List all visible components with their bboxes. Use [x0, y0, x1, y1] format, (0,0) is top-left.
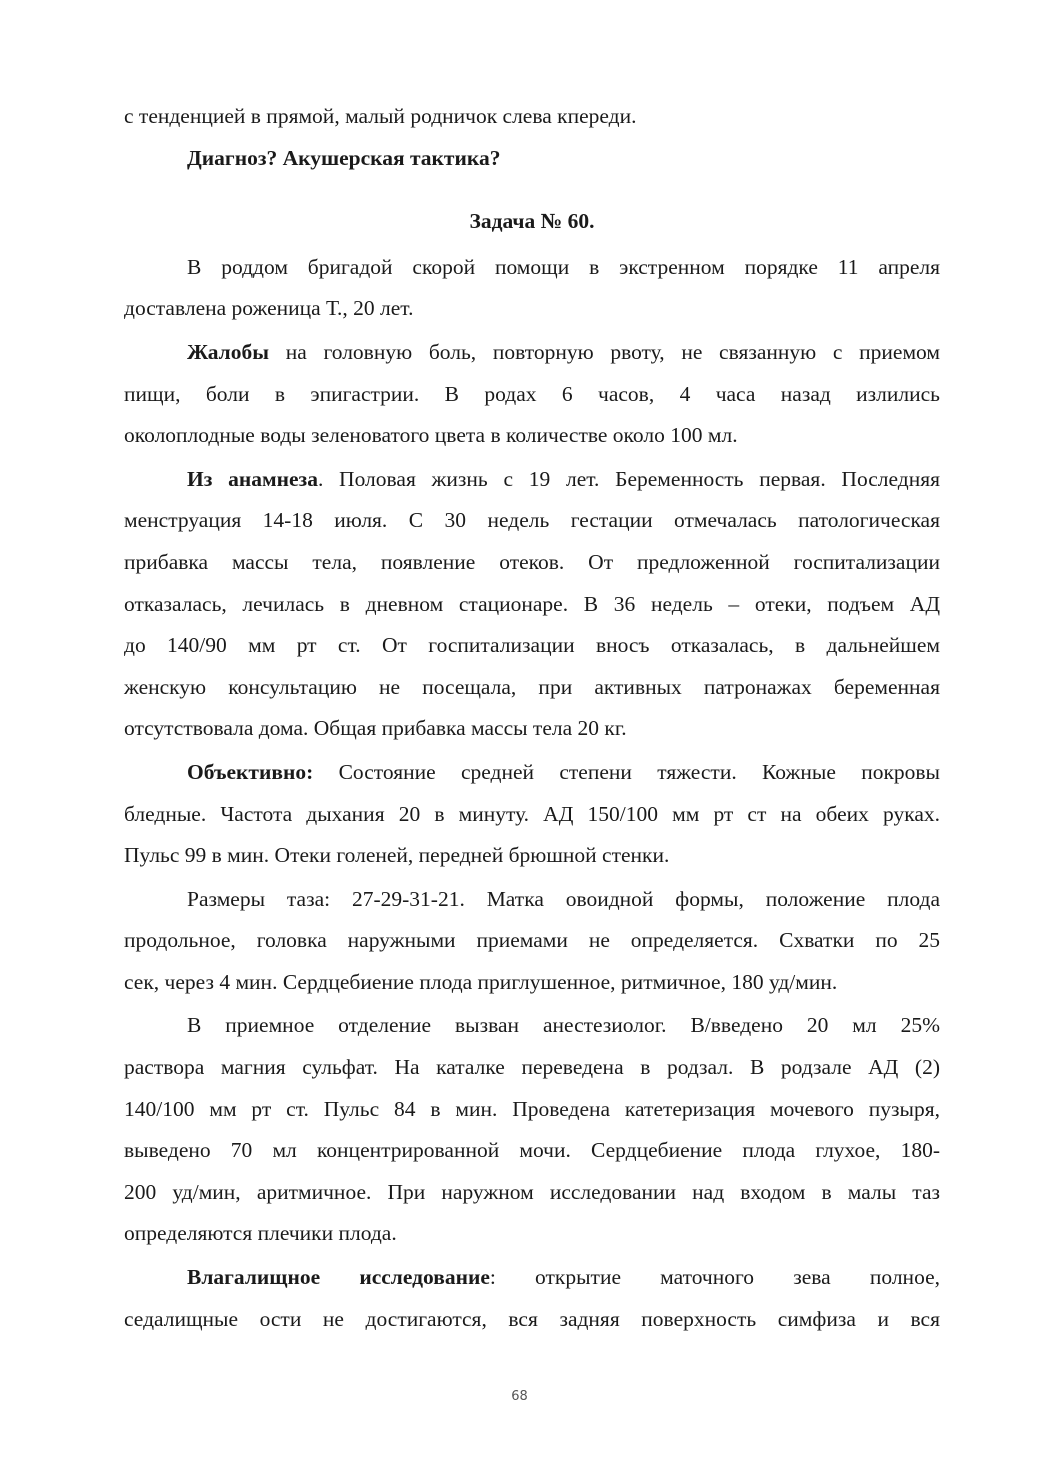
text-span: на головную боль, повторную рвоту, не связанную с приемом — [269, 339, 940, 364]
text-line: отказалась, лечилась в дневном стационаре. В 36 недель – отеки, подъем АД — [124, 591, 940, 616]
question-line: Диагноз? Акушерская тактика? — [187, 145, 501, 170]
text-line: до 140/90 мм рт ст. От госпитализации вносъ отказалась, в дальнейшем — [124, 633, 940, 658]
text-line: доставлена роженица Т., 20 лет. — [124, 296, 414, 321]
text-line: раствора магния сульфат. На каталке переведена в родзал. В родзале АД (2) — [124, 1055, 940, 1080]
text-line: пищи, боли в эпигастрии. В родах 6 часов, 4 часа назад излились — [124, 381, 940, 406]
text-line — [124, 459, 940, 501]
paragraph-complaints — [124, 332, 940, 457]
vaginal-exam-label: Влагалищное исследование — [187, 1265, 490, 1290]
text-line: околоплодные воды зеленоватого цвета в количестве около 100 мл. — [124, 423, 738, 448]
text-line — [124, 752, 940, 794]
anamnesis-label: Из анамнеза — [187, 466, 318, 491]
paragraph-intro — [124, 247, 940, 330]
text-line: выведено 70 мл концентрированной мочи. Сердцебиение плода глухое, 180- — [124, 1138, 940, 1163]
text-line: определяются плечики плода. — [124, 1221, 397, 1246]
text-line: Размеры таза: 27-29-31-21. Матка овоидной формы, положение плода — [187, 886, 940, 911]
text-line — [124, 1257, 940, 1299]
text-line — [124, 332, 940, 374]
document-page — [124, 96, 940, 1340]
text-span: : открытие маточного зева полное, — [489, 1265, 940, 1290]
text-line: сек, через 4 мин. Сердцебиение плода приглушенное, ритмичное, 180 уд/мин. — [124, 969, 838, 994]
text-line: седалищные ости не достигаются, вся задняя поверхность симфиза и вся — [124, 1306, 940, 1331]
text-span: Состояние средней степени тяжести. Кожные покровы — [313, 759, 940, 784]
text-line: женскую консультацию не посещала, при активных патронажах беременная — [124, 674, 940, 699]
objective-label: Объективно: — [187, 759, 314, 784]
text-line: В роддом бригадой скорой помощи в экстренном порядке 11 апреля — [187, 254, 940, 279]
text-line: отсутствовала дома. Общая прибавка массы тела 20 кг. — [124, 716, 627, 741]
text-line: продольное, головка наружными приемами не определяется. Схватки по 25 — [124, 928, 940, 953]
text-span: . Половая жизнь с 19 лет. Беременность первая. Последняя — [317, 466, 940, 491]
text-line: с тенденцией в прямой, малый родничок слева кпереди. — [124, 104, 637, 128]
text-line: Пульс 99 в мин. Отеки голеней, передней брюшной стенки. — [124, 843, 670, 868]
paragraph-admission — [124, 1005, 940, 1255]
page-number: 68 — [511, 1389, 528, 1404]
text-line: менструация 14-18 июля. С 30 недель гестации отмечалась патологическая — [124, 508, 940, 533]
text-line: 200 уд/мин, аритмичное. При наружном исследовании над входом в малы таз — [124, 1179, 940, 1204]
complaints-label: Жалобы — [187, 339, 270, 364]
paragraph-pelvis — [124, 879, 940, 1004]
paragraph-objective — [124, 752, 940, 877]
text-line: бледные. Частота дыхания 20 в минуту. АД 150/100 мм рт ст на обеих руках. — [124, 801, 940, 826]
paragraph-anamnesis — [124, 459, 940, 750]
paragraph-vaginal-exam — [124, 1257, 940, 1340]
text-line: прибавка массы тела, появление отеков. От предложенной госпитализации — [124, 549, 940, 574]
text-line: В приемное отделение вызван анестезиолог. В/введено 20 мл 25% — [187, 1013, 940, 1038]
task-title: Задача № 60. — [469, 209, 595, 234]
text-line: 140/100 мм рт ст. Пульс 84 в мин. Проведена катетеризация мочевого пузыря, — [124, 1096, 940, 1121]
